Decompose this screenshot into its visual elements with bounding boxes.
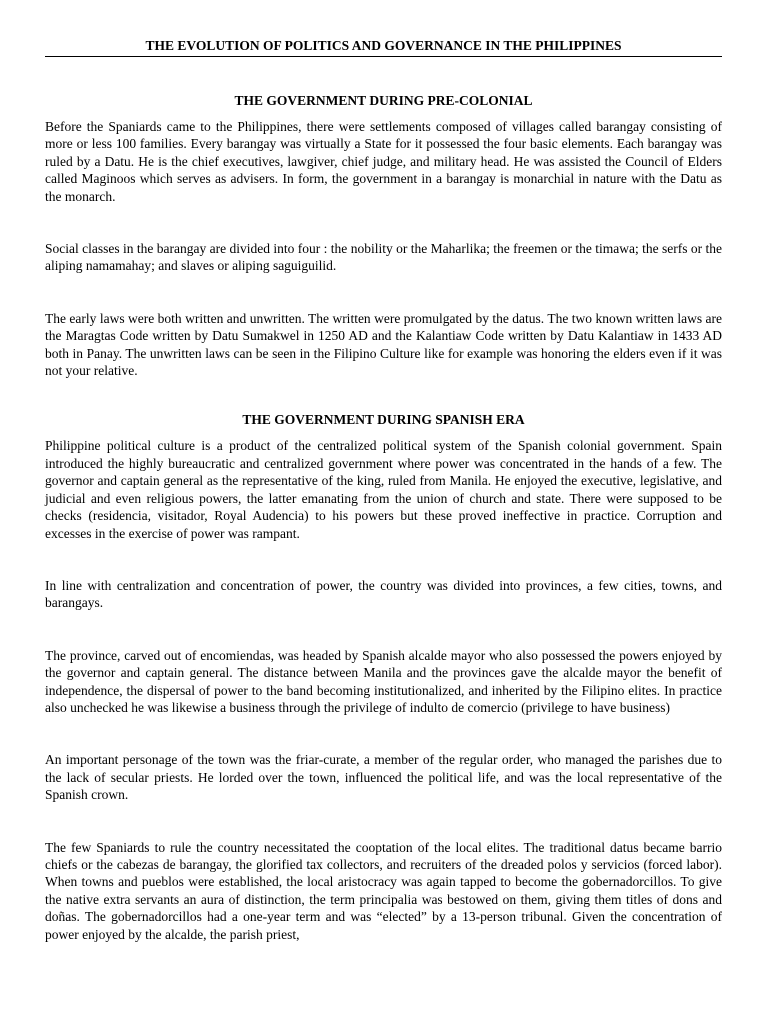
paragraph: The province, carved out of encomiendas, was headed by Spanish alcalde mayor who also possessed the powers enjoyed by the governor and captain general. The distance between Manila and the provinces gave the alcalde mayor the benefit of independence, the dispersal of power to the band becoming institutionalized, and inherited by the Filipino elites. In practice also unchecked he was likewise a business through the privilege of indulto de comercio (privilege to have business) (45, 647, 722, 715)
section-heading-spanish-era: THE GOVERNMENT DURING SPANISH ERA (242, 412, 525, 428)
paragraph: Social classes in the barangay are divided into four : the nobility or the Maharlika; the freemen or the timawa; the serfs or the aliping namamahay; and slaves or aliping saguiguilid. (45, 241, 722, 274)
paragraph: Before the Spaniards came to the Philippines, there were settlements composed of villages called barangay consisting of more or less 100 families. Every barangay was virtually a State for it possessed the four basic elements. Each barangay was ruled by a Datu. He is the chief executives, lawgiver, chief judge, and military head. He was assisted the Council of Elders called Maginoos which serves as advisers. In form, the government in a barangay is monarchial in nature with the Datu as the monarch. (45, 119, 722, 204)
paragraph: The early laws were both written and unwritten. The written were promulgated by the datus. The two known written laws are the Maragtas Code written by Datu Sumakwel in 1250 AD and the Kalantiaw Code written by Datu Kalantiaw in 1433 AD both in Panay. The unwritten laws can be seen in the Filipino Culture like for example was honoring the elders even if it was not your relative. (45, 310, 722, 379)
paragraph: The few Spaniards to rule the country necessitated the cooptation of the local elites. The traditional datus became barrio chiefs or the cabezas de barangay, the glorified tax collectors, and recruiters of the dreaded polos y servicios (forced labor). When towns and pueblos were established, the local aristocracy was again tapped to become the gobernadorcillos. To give the native extra servants an aura of distinction, the term principalia was bestowed on them, giving them titles of dons and doñas. The gobernadorcillos had a one-year term and was “elected” by a 13-person tribunal. Given the concentration of power enjoyed by the alcalde, the parish priest, (45, 839, 722, 942)
paragraph: Philippine political culture is a product of the centralized political system of the Spanish colonial government. Spain introduced the highly bureaucratic and centralized government where power was concentrated in the hands of a few. The governor and captain general as the representative of the king, ruled from Manila. He enjoyed the executive, legislative, and judicial and even religious powers, the latter emanating from the union of church and state. There were supposed to be checks (residencia, visitador, Royal Audencia) to his powers but these proved ineffective in practice. Corruption and excesses in the exercise of power was rampant. (45, 438, 722, 541)
document-title: THE EVOLUTION OF POLITICS AND GOVERNANCE IN THE PHILIPPINES (45, 37, 722, 57)
paragraph: In line with centralization and concentration of power, the country was divided into provinces, a few cities, towns, and barangays. (45, 577, 722, 611)
section-heading-pre-colonial: THE GOVERNMENT DURING PRE-COLONIAL (234, 93, 533, 108)
document-page (45, 37, 722, 943)
paragraph: An important personage of the town was the friar-curate, a member of the regular order, who managed the parishes due to the lack of secular priests. He lorded over the town, influenced the political life, and was the local representative of the Spanish crown. (45, 752, 722, 803)
